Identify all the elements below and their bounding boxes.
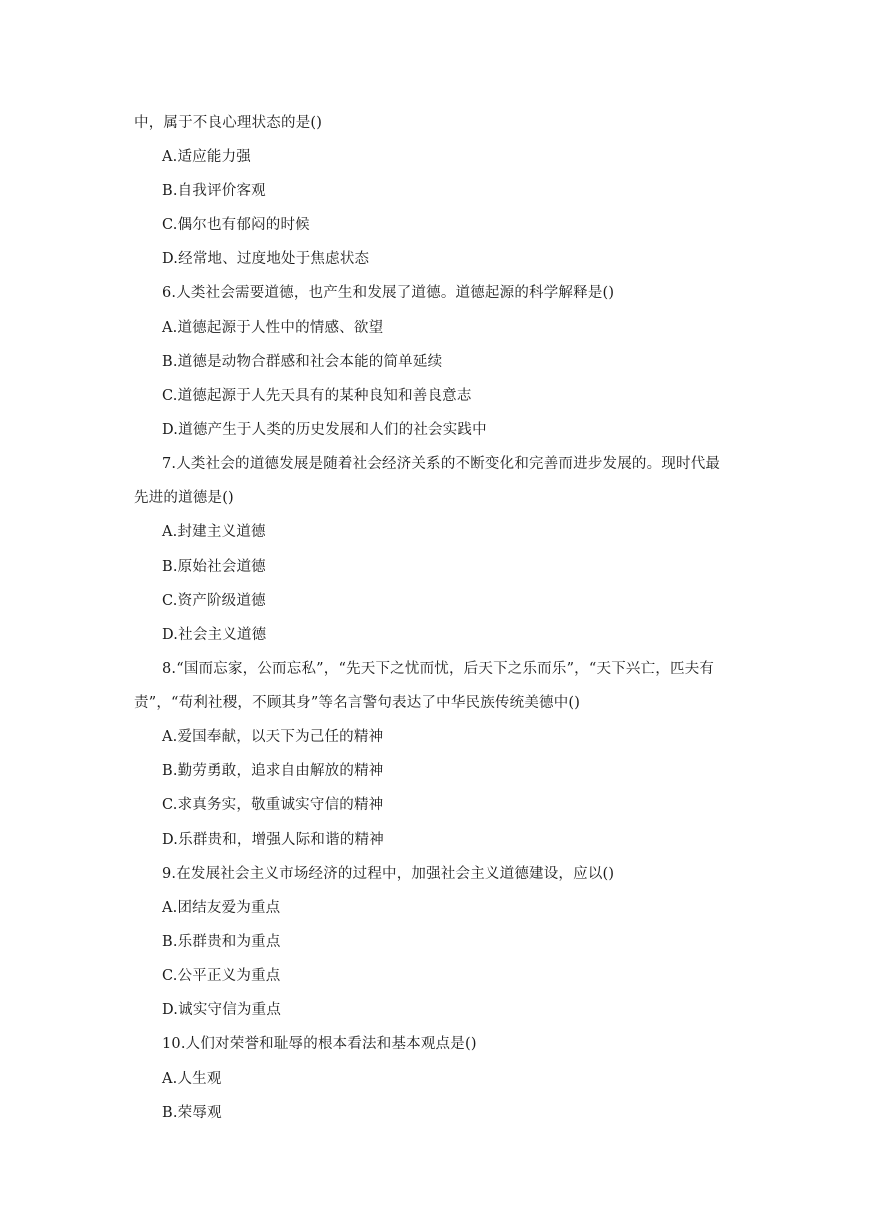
question-10-option-b: B.荣辱观 (162, 1105, 222, 1121)
question-5-option-c: C.偶尔也有郁闷的时候 (162, 217, 310, 233)
question-5-continuation: 中，属于不良心理状态的是() (134, 115, 323, 131)
question-5-option-d: D.经常地、过度地处于焦虑状态 (162, 251, 370, 267)
question-6-stem: 6.人类社会需要道德，也产生和发展了道德。道德起源的科学解释是() (162, 285, 615, 301)
question-6-option-b: B.道德是动物合群感和社会本能的简单延续 (162, 354, 443, 370)
question-7-option-d: D.社会主义道德 (162, 627, 267, 643)
question-8-option-b: B.勤劳勇敢，追求自由解放的精神 (162, 763, 384, 779)
question-10-option-a: A.人生观 (162, 1071, 222, 1087)
question-9-option-d: D.诚实守信为重点 (162, 1002, 282, 1018)
question-7-option-a: A.封建主义道德 (162, 524, 266, 540)
question-8-option-c: C.求真务实，敬重诚实守信的精神 (162, 797, 384, 813)
question-5-option-b: B.自我评价客观 (162, 183, 266, 199)
question-9-option-b: B.乐群贵和为重点 (162, 934, 281, 950)
question-8-stem-line-2: 责”，“苟利社稷，不顾其身”等名言警句表达了中华民族传统美德中() (134, 695, 581, 711)
question-9-option-a: A.团结友爱为重点 (162, 900, 281, 916)
question-6-option-d: D.道德产生于人类的历史发展和人们的社会实践中 (162, 422, 487, 438)
question-10-stem: 10.人们对荣誉和耻辱的根本看法和基本观点是() (162, 1036, 477, 1052)
question-8-option-d: D.乐群贵和，增强人际和谐的精神 (162, 832, 384, 848)
question-6-option-c: C.道德起源于人先天具有的某种良知和善良意志 (162, 388, 472, 404)
question-7-stem-line-1: 7.人类社会的道德发展是随着社会经济关系的不断变化和完善而进步发展的。现时代最 (162, 456, 721, 472)
question-8-stem-line-1: 8.“国而忘家，公而忘私”，“先天下之忧而忧，后天下之乐而乐”，“天下兴亡，匹夫有 (162, 661, 715, 677)
question-7-stem-line-2: 先进的道德是() (134, 490, 234, 506)
question-9-stem: 9.在发展社会主义市场经济的过程中，加强社会主义道德建设，应以() (162, 866, 615, 882)
question-6-option-a: A.道德起源于人性中的情感、欲望 (162, 320, 384, 336)
question-9-option-c: C.公平正义为重点 (162, 968, 281, 984)
question-7-option-b: B.原始社会道德 (162, 559, 266, 575)
question-8-option-a: A.爱国奉献，以天下为己任的精神 (162, 729, 384, 745)
question-7-option-c: C.资产阶级道德 (162, 593, 266, 609)
question-5-option-a: A.适应能力强 (162, 149, 251, 165)
